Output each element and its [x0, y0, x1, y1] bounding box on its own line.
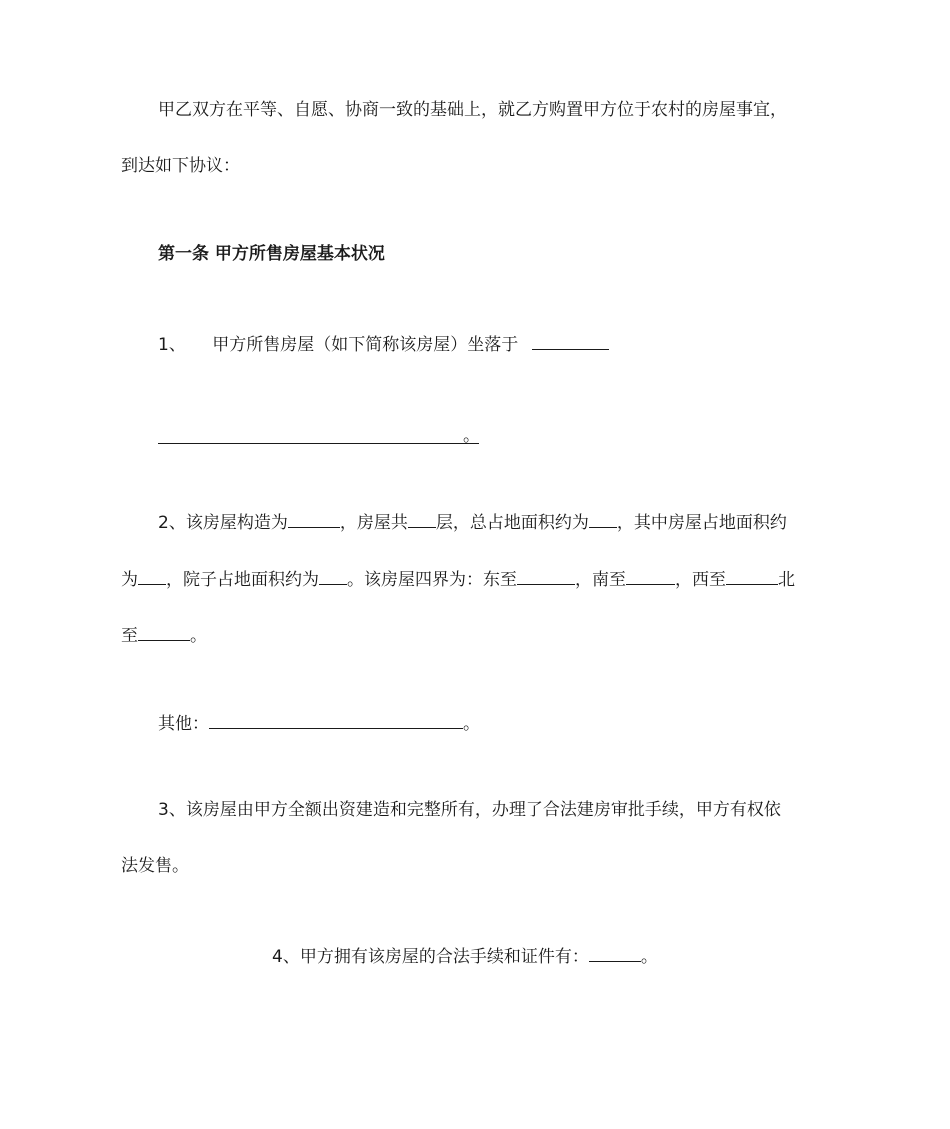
- item-1-text: 甲方所售房屋（如下简称该房屋）坐落于: [212, 335, 519, 355]
- item-1-location-blank[interactable]: [532, 332, 609, 350]
- east-boundary-blank[interactable]: [517, 567, 575, 585]
- other-blank[interactable]: [209, 711, 463, 729]
- item-3-line-1: 3、该房屋由甲方全额出资建造和完整所有，办理了合法建房审批手续，甲方有权依: [158, 800, 781, 820]
- item-1-location-blank-continued[interactable]: 。: [158, 425, 479, 444]
- total-area-blank[interactable]: [589, 510, 617, 528]
- other-line: 其他： 。: [158, 711, 480, 735]
- article-1-heading: 第一条 甲方所售房屋基本状况: [158, 244, 385, 264]
- item-2-line-1: 2、该房屋构造为 ，房屋共 层，总占地面积约为 ，其中房屋占地面积约: [158, 510, 787, 534]
- north-boundary-blank[interactable]: [138, 623, 190, 641]
- west-boundary-blank[interactable]: [726, 567, 778, 585]
- item-2-line-3: 至 。: [121, 623, 207, 647]
- structure-blank[interactable]: [288, 510, 340, 528]
- item-1-line: [158, 332, 609, 356]
- yard-area-blank[interactable]: [319, 567, 347, 585]
- item-3-line-2: 法发售。: [121, 856, 189, 876]
- intro-line-1: 甲乙双方在平等、自愿、协商一致的基础上，就乙方购置甲方位于农村的房屋事宜，: [158, 100, 787, 120]
- documents-blank[interactable]: [589, 944, 641, 962]
- item-4-line: 4、甲方拥有该房屋的合法手续和证件有： 。: [272, 944, 658, 968]
- item-1-number: 1、: [158, 335, 186, 355]
- house-area-blank[interactable]: [138, 567, 166, 585]
- intro-line-2: 到达如下协议：: [121, 156, 240, 176]
- south-boundary-blank[interactable]: [626, 567, 675, 585]
- floors-blank[interactable]: [408, 510, 436, 528]
- item-1-line-2: [158, 425, 479, 450]
- item-2-line-2: 为 ，院子占地面积约为 。该房屋四界为：东至 ，南至 ，西至 北: [121, 567, 795, 591]
